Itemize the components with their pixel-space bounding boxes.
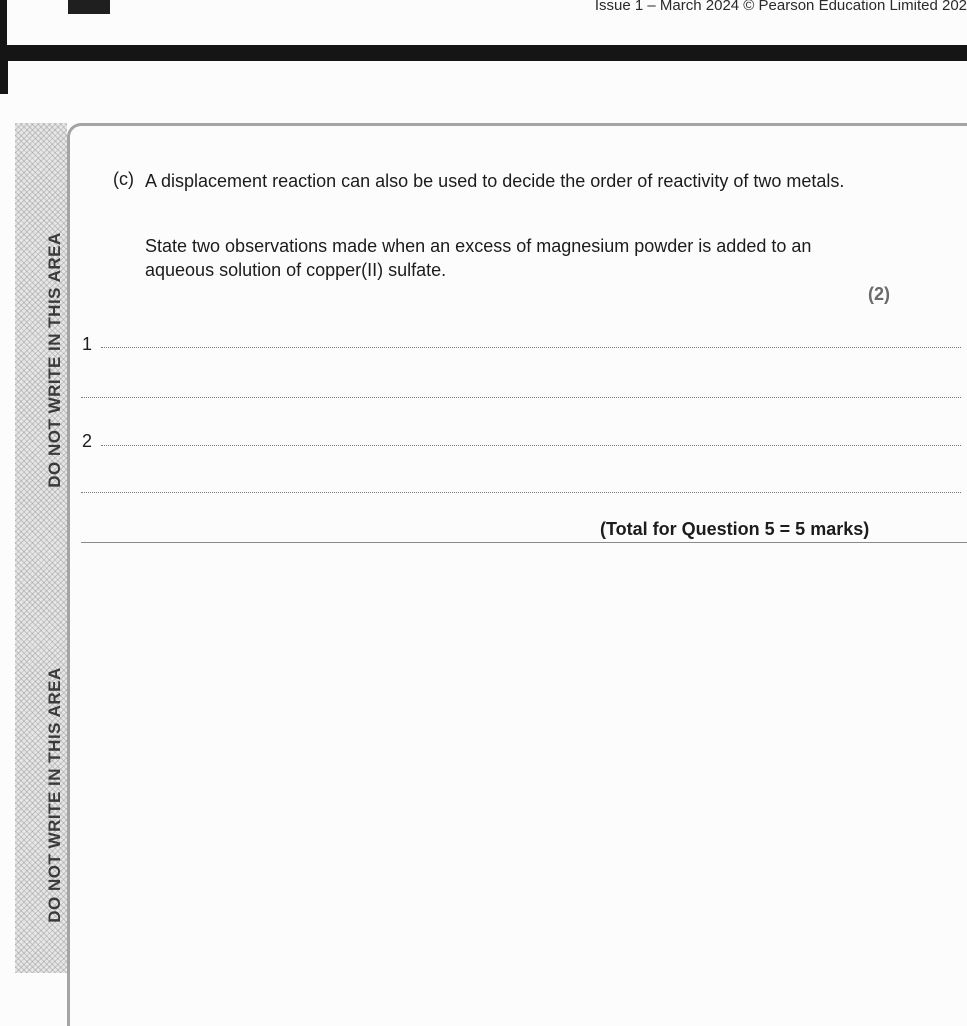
do-not-write-margin [15, 123, 67, 973]
header-dark-block [68, 0, 110, 14]
question-instruction: State two observations made when an excess of magnesium powder is added to an aqueous solution of copper(II) sulfate. [145, 236, 812, 280]
answer-line-1b[interactable] [81, 397, 961, 398]
question-text: A displacement reaction can also be used to decide the order of reactivity of two metals. [145, 171, 845, 191]
band-notch [0, 61, 8, 94]
do-not-write-label-bottom: DO NOT WRITE IN THIS AREA [45, 667, 64, 923]
answer-number-2: 2 [82, 431, 93, 451]
black-band [0, 45, 967, 61]
answer-line-1a[interactable] [101, 347, 961, 348]
do-not-write-label-top: DO NOT WRITE IN THIS AREA [45, 232, 64, 488]
marks-label: (2) [868, 284, 890, 304]
issue-copyright-text: Issue 1 – March 2024 © Pearson Education Limited 202 [594, 0, 967, 14]
answer-number-1: 1 [82, 334, 93, 354]
answer-line-2a[interactable] [101, 445, 961, 446]
question-total: (Total for Question 5 = 5 marks) [600, 519, 870, 539]
answer-line-2b[interactable] [81, 492, 961, 493]
question-part-label: (c) [113, 169, 134, 189]
total-rule [81, 542, 967, 543]
